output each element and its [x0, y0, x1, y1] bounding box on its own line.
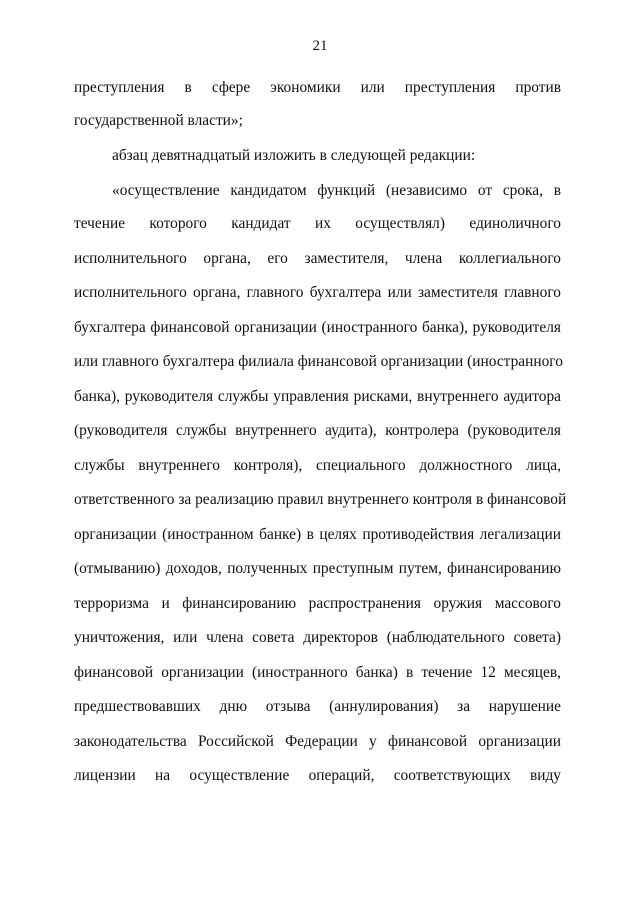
text-line: предшествовавших дню отзыва (аннулирования) за нарушение	[74, 698, 561, 715]
text-line: финансовой организации (иностранного банка) в течение 12 месяцев,	[74, 664, 561, 681]
text-line: (руководителя службы внутреннего аудита), контролера (руководителя	[74, 422, 561, 439]
text-line: банка), руководителя службы управления рисками, внутреннего аудитора	[74, 388, 561, 405]
text-line: законодательства Российской Федерации у финансовой организации	[74, 733, 561, 750]
text-line: исполнительного органа, его заместителя, члена коллегиального	[74, 250, 561, 267]
text-line: организации (иностранном банке) в целях противодействия легализации	[74, 526, 561, 543]
text-line: абзац девятнадцатый изложить в следующей редакции:	[112, 147, 476, 164]
page-number: 21	[312, 38, 328, 54]
text-line: течение которого кандидат их осуществлял) единоличного	[74, 215, 561, 232]
text-line: государственной власти»;	[74, 112, 243, 129]
text-line: исполнительного органа, главного бухгалтера или заместителя главного	[74, 284, 561, 301]
text-line: или главного бухгалтера филиала финансовой организации (иностранного	[74, 353, 563, 370]
text-line: «осуществление кандидатом функций (независимо от срока, в	[112, 182, 561, 199]
text-line: терроризма и финансированию распространения оружия массового	[74, 595, 561, 612]
text-line: уничтожения, или члена совета директоров (наблюдательного совета)	[74, 629, 561, 646]
text-line: преступления в сфере экономики или преступления против	[74, 79, 561, 96]
text-line: лицензии на осуществление операций, соответствующих виду	[74, 767, 561, 784]
text-line: ответственного за реализацию правил внутреннего контроля в финансовой	[74, 491, 567, 508]
text-line: (отмыванию) доходов, полученных преступным путем, финансированию	[74, 560, 561, 577]
text-line: службы внутреннего контроля), специального должностного лица,	[74, 457, 561, 474]
text-line: бухгалтера финансовой организации (иностранного банка), руководителя	[74, 319, 561, 336]
